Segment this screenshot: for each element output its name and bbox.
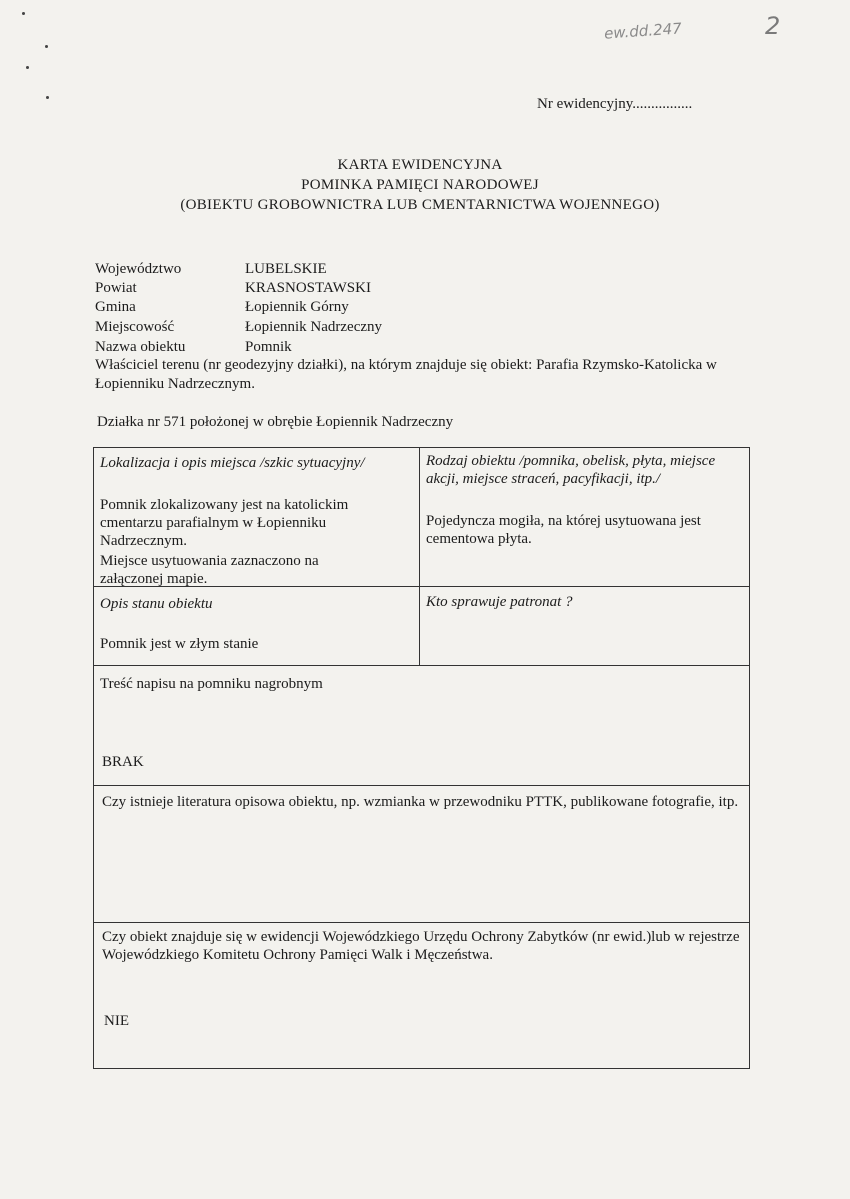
object-type-value: Pojedyncza mogiła, na której usytuowana jest cementowa płyta.: [426, 513, 701, 547]
handwritten-reference: ew.dd.247: [603, 19, 683, 43]
field-value-nazwa-obiektu: Pomnik: [245, 339, 292, 355]
scan-speck: [46, 96, 49, 99]
location-description: Pomnik zlokalizowany jest na katolickim cmentarzu parafialnym w Łopienniku Nadrzecznym.: [100, 497, 349, 549]
registry-label: Czy obiekt znajduje się w ewidencji Wojewódzkiego Urzędu Ochrony Zabytków (nr ewid.)lub w rejestrze Wojewódzkiego Komitetu Ochrony Pamięci Walk i Męczeństwa.: [102, 929, 740, 963]
document-title-line-2: POMINKA PAMIĘCI NARODOWEJ: [301, 177, 539, 193]
object-type-label: Rodzaj obiektu /pomnika, obelisk, płyta, miejsce akcji, miejsce straceń, pacyfikacji, itp./: [426, 453, 716, 487]
location-label: Lokalizacja i opis miejsca /szkic sytuacyjny/: [100, 455, 365, 471]
table-border: [419, 447, 420, 665]
registry-value: NIE: [104, 1013, 129, 1029]
location-map-note: Miejsce usytuowania zaznaczono na załączonej mapie.: [100, 553, 319, 587]
table-border: [93, 922, 750, 923]
handwritten-page-number: 2: [765, 12, 781, 40]
inscription-value: BRAK: [102, 754, 144, 770]
field-value-powiat: KRASNOSTAWSKI: [245, 280, 371, 296]
record-table: [93, 447, 750, 1069]
table-border: [93, 447, 750, 448]
field-label-gmina: Gmina: [95, 299, 136, 315]
field-label-miejscowosc: Miejscowość: [95, 319, 175, 335]
table-border: [93, 1068, 750, 1069]
inscription-label: Treść napisu na pomniku nagrobnym: [100, 676, 323, 692]
field-label-wojewodztwo: Województwo: [95, 261, 182, 277]
field-label-nazwa-obiektu: Nazwa obiektu: [95, 339, 186, 355]
table-border: [93, 785, 750, 786]
land-owner-text: Właściciel terenu (nr geodezyjny działki), na którym znajduje się obiekt: Parafia Rzymsko-Katolicka w Łopienniku Nadrzecznym.: [95, 357, 717, 392]
field-label-powiat: Powiat: [95, 280, 137, 296]
table-border: [93, 665, 750, 666]
scan-speck: [45, 45, 48, 48]
field-value-wojewodztwo: LUBELSKIE: [245, 261, 327, 277]
table-border: [749, 447, 750, 1069]
condition-value: Pomnik jest w złym stanie: [100, 636, 259, 652]
field-value-gmina: Łopiennik Górny: [245, 299, 349, 315]
document-title-line-3: (OBIEKTU GROBOWNICTRA LUB CMENTARNICTWA WOJENNEGO): [180, 197, 660, 213]
scan-speck: [26, 66, 29, 69]
literature-label: Czy istnieje literatura opisowa obiektu, np. wzmianka w przewodniku PTTK, publikowane fotografie, itp.: [102, 794, 739, 810]
registration-number: Nr ewidencyjny................: [537, 96, 693, 112]
condition-label: Opis stanu obiektu: [100, 596, 213, 612]
patronage-label: Kto sprawuje patronat ?: [426, 594, 573, 610]
table-border: [93, 447, 94, 1069]
scan-speck: [22, 12, 25, 15]
document-title-line-1: KARTA EWIDENCYJNA: [337, 157, 503, 173]
field-value-miejscowosc: Łopiennik Nadrzeczny: [245, 319, 383, 335]
plot-number-text: Działka nr 571 położonej w obrębie Łopiennik Nadrzeczny: [97, 414, 454, 430]
